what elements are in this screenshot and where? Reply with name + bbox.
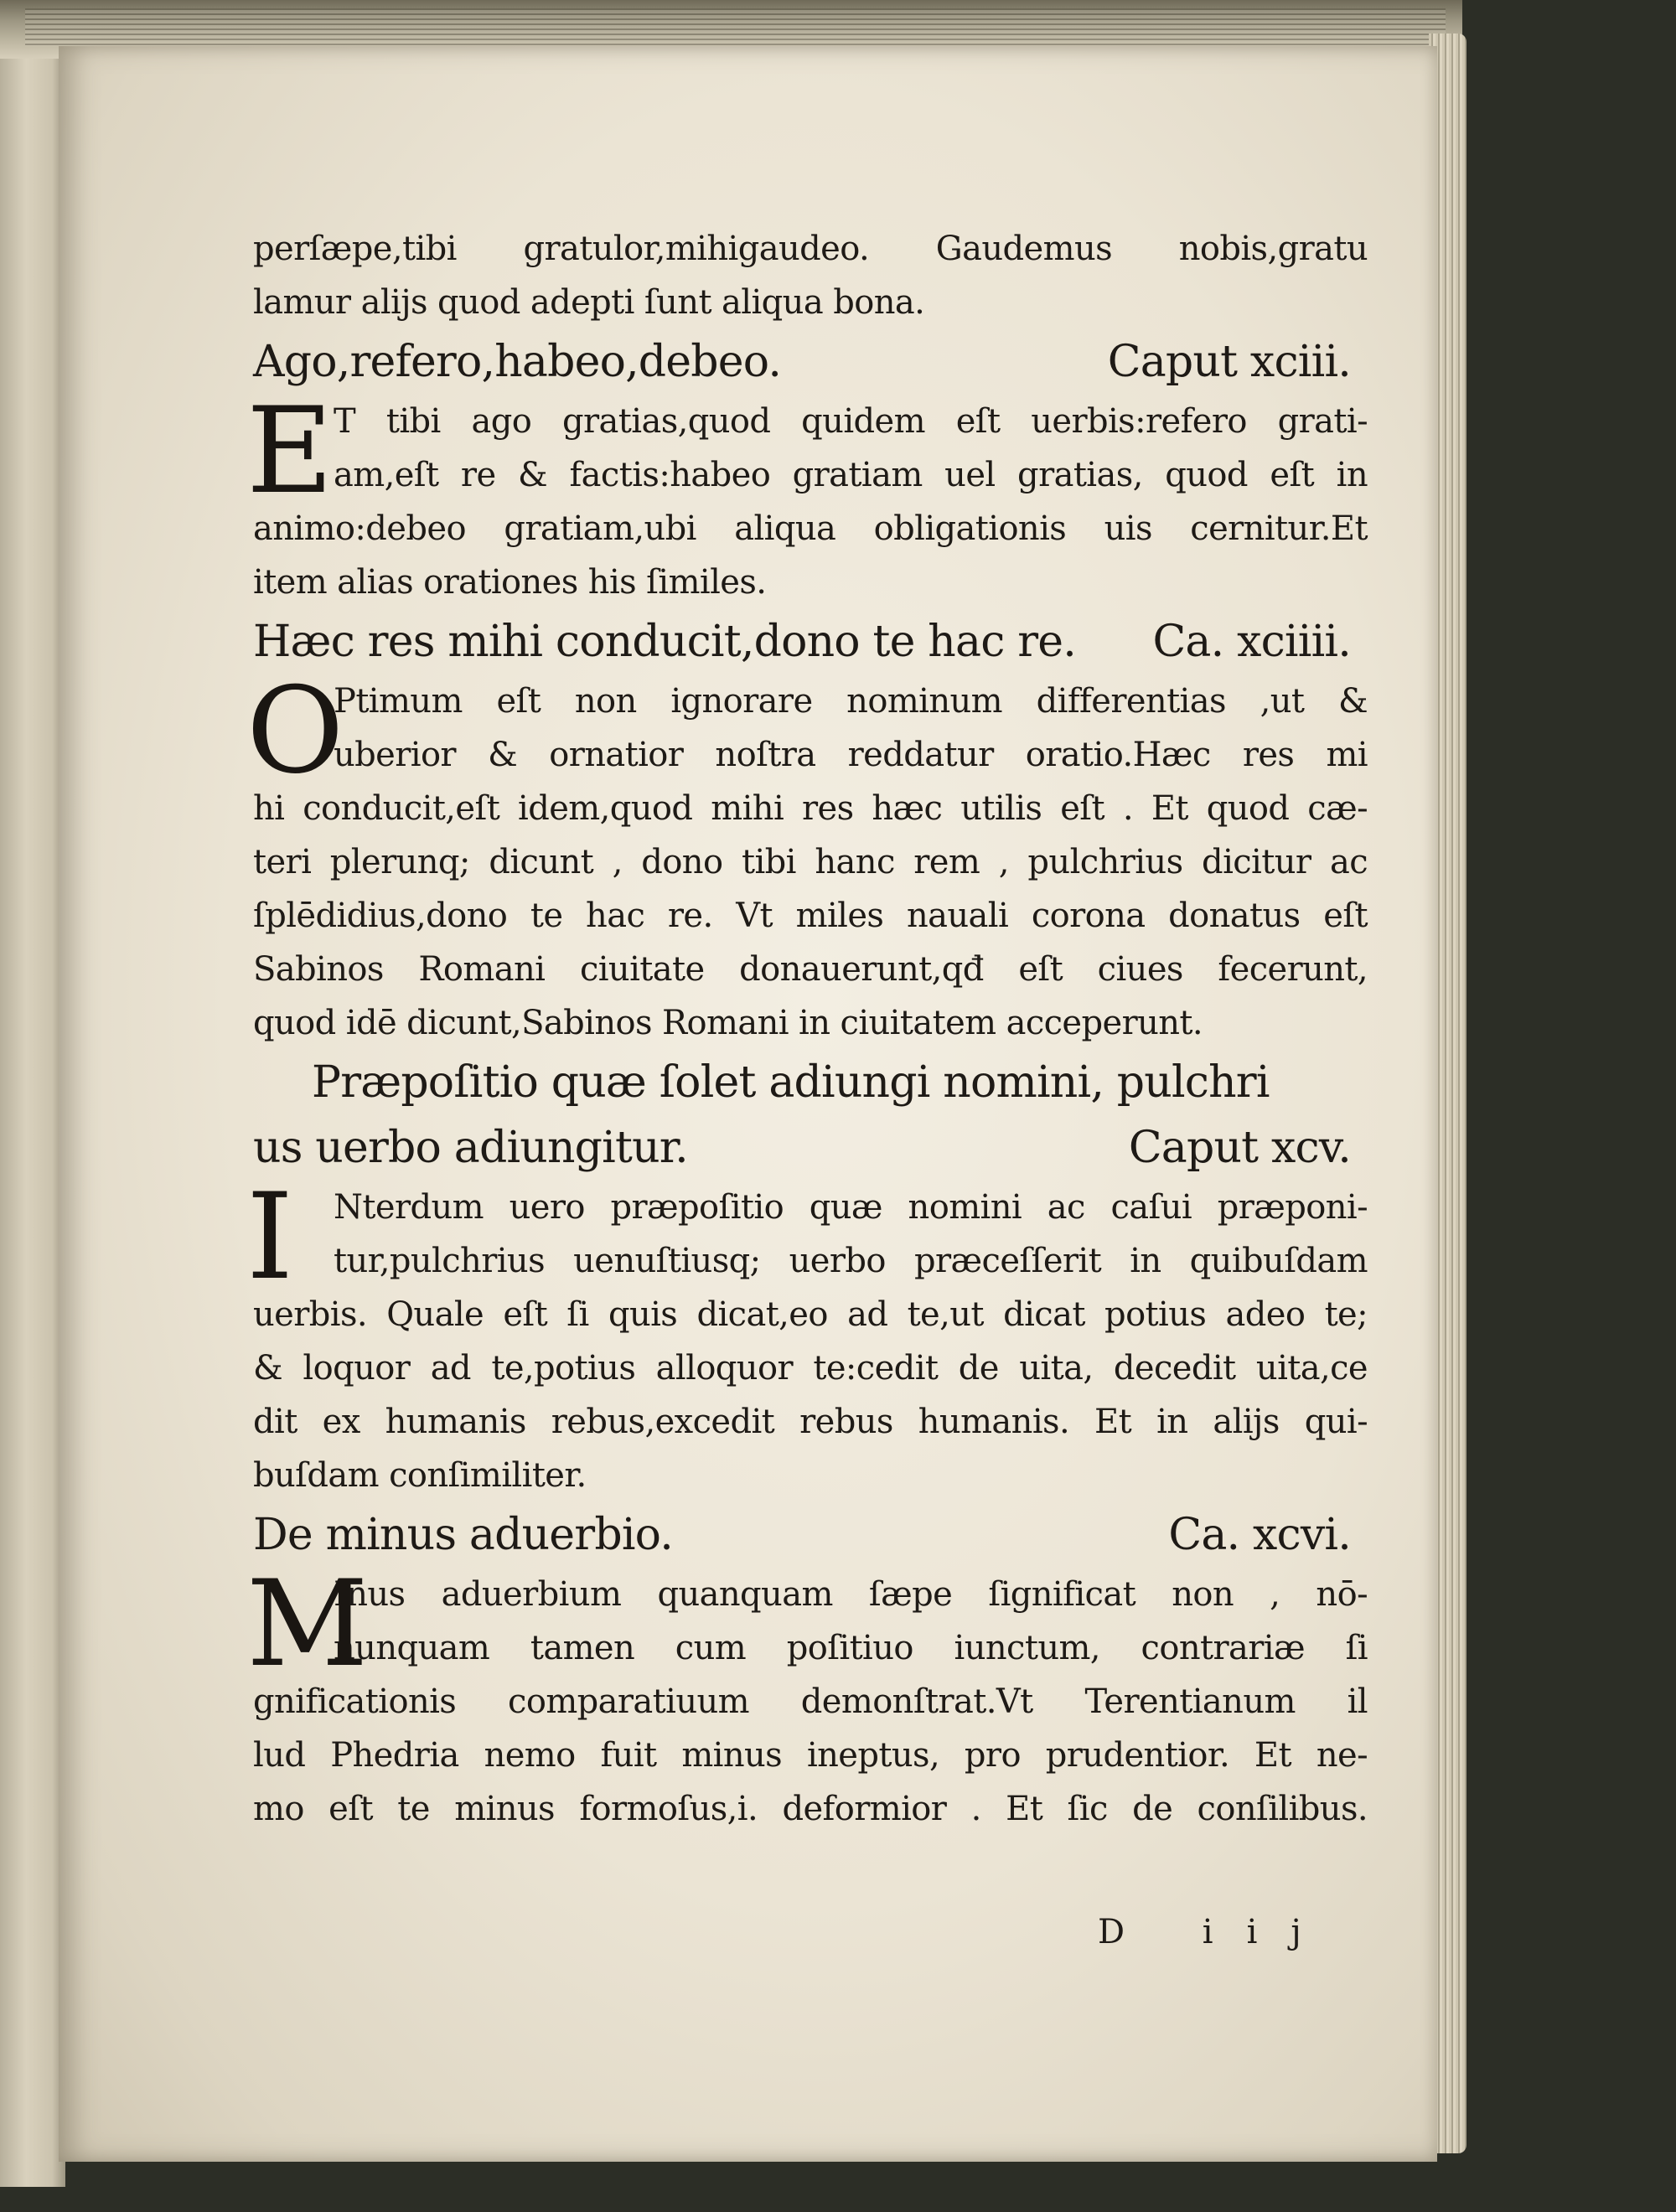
section-title: De minus aduerbio. — [253, 1510, 673, 1560]
page-stack-lines — [25, 8, 1446, 46]
drop-cap: M — [246, 1555, 369, 1693]
section-title: Ago,refero,habeo,debeo. — [253, 337, 782, 387]
chapter-number: Caput xcv. — [1128, 1123, 1351, 1173]
signature-mark: D iij — [1098, 1913, 1335, 1951]
text-line: Nterdum uero præpoſitio quæ nomini ac caſui præponi- — [334, 1188, 1368, 1227]
text-line: lud Phedria nemo fuit minus ineptus, pro prudentior. Et ne- — [253, 1736, 1368, 1775]
chapter-number: Ca. xciiii. — [1152, 617, 1351, 667]
paragraph — [246, 382, 1368, 609]
paragraph — [246, 1555, 1368, 1836]
text-line: am,eſt re & factis:habeo gratiam uel gratias, quod eſt in — [334, 456, 1368, 494]
section-heading — [253, 329, 1368, 395]
section-title: Præpoſitio quæ ſolet adiungi nomini, pulchri — [312, 1057, 1270, 1108]
text-line: uberior & ornatior noſtra reddatur oratio.Hæc res mi — [334, 736, 1368, 774]
text-line: Inus aduerbium quanquam ſæpe ſignificat non , nō- — [334, 1575, 1368, 1614]
text-line: hi conducit,eſt idem,quod mihi res hæc utilis eſt . Et quod cæ- — [253, 789, 1368, 828]
intro-line: perſæpe,tibi gratulor,mihigaudeo. Gaudemus nobis,gratu — [253, 230, 1368, 268]
text-line: & loquor ad te,potius alloquor te:cedit de uita, decedit uita,ce — [253, 1349, 1368, 1388]
text-line: uerbis. Quale eſt ſi quis dicat,eo ad te,ut dicat potius adeo te; — [253, 1295, 1368, 1334]
intro-line: lamur aliјs quod adepti ſunt aliqua bona. — [253, 283, 925, 322]
section-heading — [253, 609, 1368, 674]
paragraph — [246, 662, 1368, 1050]
text-line: quod idē dicunt,Sabinos Romani in ciuitatem acceperunt. — [253, 1004, 1203, 1042]
book-page — [59, 46, 1437, 2162]
drop-cap: I — [246, 1168, 294, 1306]
left-page-edge — [0, 42, 65, 2187]
drop-cap: E — [246, 382, 334, 520]
text-line: buſdam conſimiliter. — [253, 1456, 587, 1495]
chapter-number: Caput xciii. — [1107, 337, 1351, 387]
section-title: Hæc res mihi conducit,dono te hac re. — [253, 617, 1077, 667]
section-heading — [253, 1050, 1368, 1115]
text-line: mo eſt te minus formoſus,i. deformior . Et ſic de conſilibus. — [253, 1790, 1368, 1828]
text-line: T tibi ago gratias,quod quidem eſt uerbis:refero grati- — [334, 402, 1368, 441]
text-line: gnificationis comparatiuum demonſtrat.Vt Terentianum il — [253, 1682, 1368, 1721]
text-block — [246, 222, 1368, 1836]
text-line: Sabinos Romani ciuitate donauerunt,qđ eſt ciues fecerunt, — [253, 950, 1368, 989]
text-line: dit ex humanis rebus,excedit rebus humanis. Et in aliјs qui- — [253, 1403, 1368, 1441]
paragraph — [246, 1168, 1368, 1502]
section-title: us uerbo adiungitur. — [253, 1123, 688, 1173]
text-line: Ptimum eſt non ignorare nominum differentias ,ut & — [334, 682, 1368, 721]
text-line: ſplēdidius,dono te hac re. Vt miles nauali corona donatus eſt — [253, 897, 1368, 935]
text-line: tur,pulchrius uenuſtiusq; uerbo præceſſerit in quibuſdam — [334, 1242, 1368, 1280]
section-heading — [253, 1115, 1368, 1181]
text-line: nunquam tamen cum poſitiuo iunctum, contrariæ ſi — [334, 1629, 1368, 1667]
drop-cap: O — [246, 662, 344, 800]
text-line: item alias orationes his ſimiles. — [253, 563, 767, 602]
section-heading — [253, 1502, 1368, 1568]
text-line: teri plerunq; dicunt , dono tibi hanc rem , pulchrius dicitur ac — [253, 843, 1368, 881]
chapter-number: Ca. xcvi. — [1168, 1510, 1351, 1560]
text-line: animo:debeo gratiam,ubi aliqua obligationis uis cernitur.Et — [253, 509, 1368, 548]
